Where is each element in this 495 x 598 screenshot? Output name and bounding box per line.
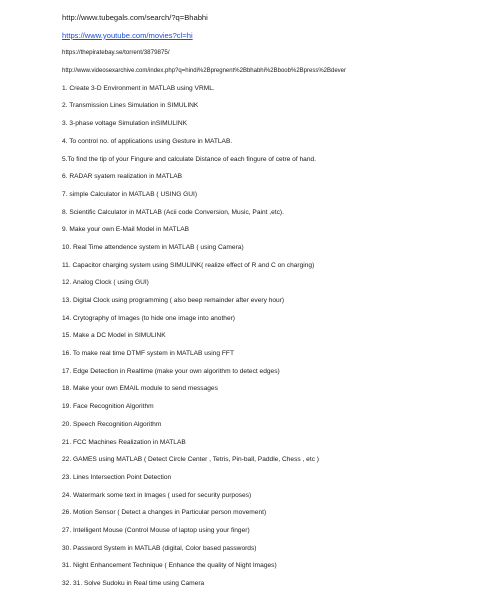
list-item: 27. Intelligent Mouse (Control Mouse of laptop using your finger) <box>62 526 250 534</box>
list-item: 14. Crytography of Images (to hide one image into another) <box>62 314 236 322</box>
list-item: 3. 3-phase voltage Simulation inSIMULINK <box>62 120 187 128</box>
list-item: 10. Real Time attendence system in MATLAB ( using Camera) <box>62 243 244 251</box>
list-item: 24. Watermark some text in Images ( used for security purposes) <box>62 491 252 499</box>
list-item: 2. Transmission Lines Simulation in SIMULINK <box>62 102 199 110</box>
list-item: 30. Password System in MATLAB (digital, Color based passwords) <box>62 544 257 552</box>
url-line[interactable]: https://www.youtube.com/movies?cl=hi <box>62 31 193 40</box>
url-line: http://www.videosexarchive.com/index.php?q=hindi%2Bpregnent%2Bbhabhi%2Bboob%2Bpress%2Bdever <box>62 68 347 75</box>
list-item: 31. Night Enhancement Technique ( Enhance the quality of Night Images) <box>62 562 277 570</box>
list-item: 1. Create 3-D Environment in MATLAB using VRML. <box>62 84 215 92</box>
url-line: https://thepiratebay.se/torrent/3879875/ <box>62 49 170 57</box>
list-item: 17. Edge Detection in Realtime (make your own algorithm to detect edges) <box>62 367 280 375</box>
list-item: 11. Capacitor charging system using SIMULINK( realize effect of R and C on charging) <box>62 261 315 269</box>
document-page <box>62 14 490 598</box>
list-item: 6. RADAR syatem realization in MATLAB <box>62 173 183 181</box>
list-item: 12. Analog Clock ( using GUI) <box>62 279 149 287</box>
list-item: 20. Speech Recognition Algorithm <box>62 420 162 428</box>
list-item: 18. Make your own EMAIL module to send messages <box>62 385 218 393</box>
list-item: 8. Scientific Calculator in MATLAB (Acii code Conversion, Music, Paint ,etc). <box>62 208 284 216</box>
list-item: 23. Lines Intersection Point Detection <box>62 473 172 481</box>
list-item: 15. Make a DC Model in SIMULINK <box>62 332 166 340</box>
list-item: 26. Motion Sensor ( Detect a changes in Particular person movement) <box>62 509 267 517</box>
list-item: 5.To find the tip of your Fingure and calculate Distance of each fingure of cetre of hand. <box>62 155 317 163</box>
list-item: 32. 31. Solve Sudoku in Real time using Camera <box>62 580 205 587</box>
url-line: http://www.tubegals.com/search/?q=Bhabhi <box>62 14 208 22</box>
list-item: 7. simple Calculator in MATLAB ( USING GUI) <box>62 190 198 198</box>
list-item: 22. GAMES using MATLAB ( Detect Circle Center , Tetris, Pin-ball, Paddle, Chess , etc ) <box>62 456 320 464</box>
list-item: 13. Digital Clock using programming ( also beep remainder after every hour) <box>62 297 285 304</box>
list-item: 19. Face Recognition Algorithm <box>62 403 154 411</box>
list-item: 9. Make your own E-Mail Model in MATLAB <box>62 226 190 234</box>
list-item: 16. To make real time DTMF system in MATLAB using FFT <box>62 350 234 358</box>
list-item: 4. To control no. of applications using Gesture in MATLAB. <box>62 137 233 145</box>
list-item: 21. FCC Machines Realization in MATLAB <box>62 438 186 446</box>
